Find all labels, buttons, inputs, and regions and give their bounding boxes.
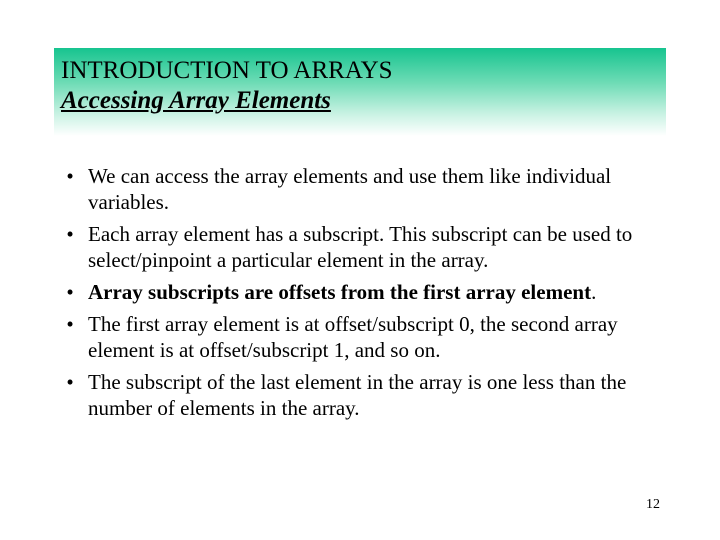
bullet-text-bold: Array subscripts are offsets from the first array element — [88, 280, 592, 304]
bullet-item — [60, 369, 670, 421]
bullet-text: The subscript of the last element in the array is one less than the number of elements in the array. — [88, 370, 627, 420]
bullet-item — [60, 163, 670, 215]
title-subtitle: Accessing Array Elements — [61, 87, 331, 114]
bullet-dot-icon: • — [66, 280, 74, 304]
bullet-dot-icon: • — [66, 370, 74, 394]
bullet-text: The first array element is at offset/subscript 0, the second array element is at offset/subscript 1, and so on. — [88, 312, 618, 362]
bullet-list — [60, 163, 670, 421]
bullet-text: Each array element has a subscript. This subscript can be used to select/pinpoint a particular element in the array. — [88, 222, 633, 272]
bullet-text: We can access the array elements and use them like individual variables. — [88, 164, 612, 214]
bullet-dot-icon: • — [66, 312, 74, 336]
page-number: 12 — [646, 497, 660, 512]
bullet-text-suffix: . — [591, 280, 597, 304]
bullet-dot-icon: • — [66, 164, 74, 188]
title-main: INTRODUCTION TO ARRAYS — [61, 57, 393, 84]
bullet-dot-icon: • — [66, 222, 74, 246]
slide-title — [61, 56, 393, 116]
bullet-item — [60, 221, 670, 273]
bullet-item — [60, 311, 670, 363]
bullet-item — [60, 279, 670, 305]
